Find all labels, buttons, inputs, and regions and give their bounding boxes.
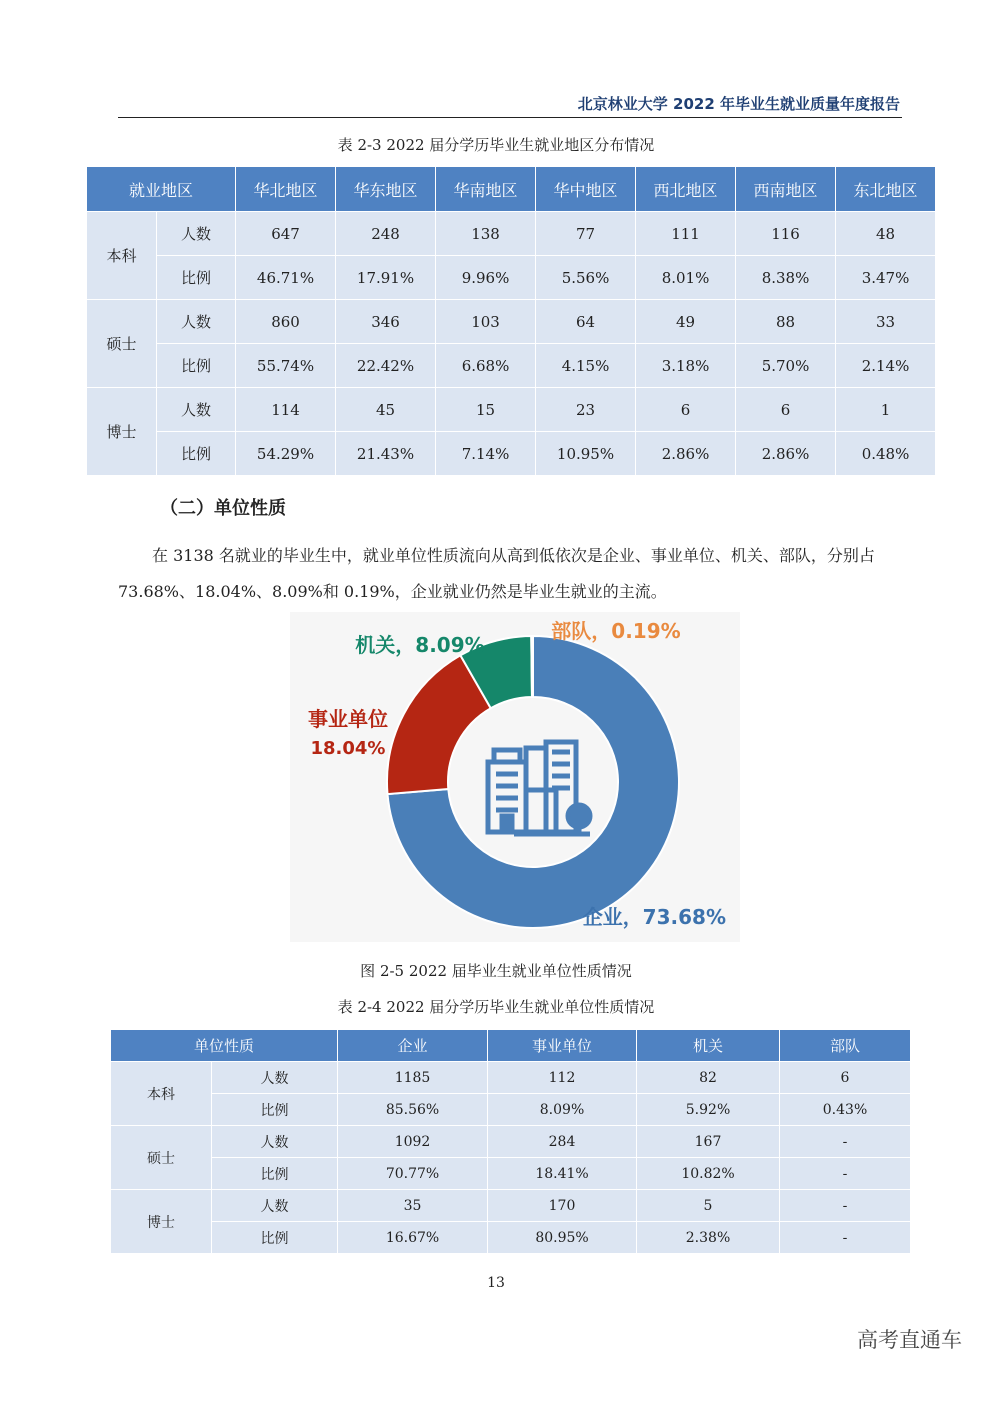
table-row [87, 432, 936, 476]
table-cell: 45 [336, 388, 436, 432]
table-cell: - [780, 1190, 911, 1222]
table-cell: 9.96% [436, 256, 536, 300]
table-cell: 8.01% [636, 256, 736, 300]
table-cell: 6 [736, 388, 836, 432]
table2-col-header: 机关 [637, 1030, 780, 1062]
row-label-cell: 比例 [157, 256, 236, 300]
label-enterprise: 企业，73.68% [582, 905, 726, 929]
table-cell: 88 [736, 300, 836, 344]
table-cell: 48 [836, 212, 936, 256]
row-label-cell: 人数 [212, 1062, 338, 1094]
table-row [87, 212, 936, 256]
city-buildings-icon [488, 742, 590, 834]
table-cell: 80.95% [488, 1222, 637, 1254]
table-cell: 860 [236, 300, 336, 344]
table-cell: 4.15% [536, 344, 636, 388]
table2-col-header: 事业单位 [488, 1030, 637, 1062]
table-cell: 112 [488, 1062, 637, 1094]
table-cell: 82 [637, 1062, 780, 1094]
table-cell: 2.86% [636, 432, 736, 476]
table-cell: - [780, 1158, 911, 1190]
degree-group-cell: 本科 [111, 1062, 212, 1126]
row-label-cell: 比例 [212, 1222, 338, 1254]
watermark-text: 高考直通车 [857, 1328, 962, 1352]
table-cell: 6 [636, 388, 736, 432]
table-cell: 1185 [338, 1062, 488, 1094]
table-cell: 70.77% [338, 1158, 488, 1190]
body-paragraph: 在 3138 名就业的毕业生中，就业单位性质流向从高到低依次是企业、事业单位、机关、部队，分别占 73.68%、18.04%、8.09%和 0.19%，企业就业仍然是毕业生就业的主流。 [118, 546, 875, 601]
table-cell: 10.82% [637, 1158, 780, 1190]
table-cell: 22.42% [336, 344, 436, 388]
table-cell: 35 [338, 1190, 488, 1222]
table-row [111, 1126, 911, 1158]
row-label-cell: 人数 [157, 300, 236, 344]
label-government: 机关，8.09% [355, 633, 485, 657]
table-cell: 21.43% [336, 432, 436, 476]
table-cell: 647 [236, 212, 336, 256]
table-cell: 346 [336, 300, 436, 344]
table-cell: 0.43% [780, 1094, 911, 1126]
donut-chart-svg [290, 612, 740, 942]
table1-body [87, 212, 936, 476]
table-cell: 23 [536, 388, 636, 432]
table1-col-header: 华南地区 [436, 167, 536, 212]
table-cell: 10.95% [536, 432, 636, 476]
table-cell: 64 [536, 300, 636, 344]
slice-military [531, 636, 533, 697]
table-row [111, 1190, 911, 1222]
table-cell: 17.91% [336, 256, 436, 300]
table1-corner-header: 就业地区 [87, 167, 236, 212]
table-cell: 16.67% [338, 1222, 488, 1254]
table1-col-header: 华北地区 [236, 167, 336, 212]
table-cell: 103 [436, 300, 536, 344]
table1-col-header: 西北地区 [636, 167, 736, 212]
table-cell: 54.29% [236, 432, 336, 476]
table2-col-header: 企业 [338, 1030, 488, 1062]
row-label-cell: 比例 [212, 1158, 338, 1190]
table-cell: 85.56% [338, 1094, 488, 1126]
table-cell: 5 [637, 1190, 780, 1222]
table-cell: 167 [637, 1126, 780, 1158]
table-row [111, 1062, 911, 1094]
row-label-cell: 人数 [157, 388, 236, 432]
table-cell: - [780, 1222, 911, 1254]
table-cell: 5.92% [637, 1094, 780, 1126]
table-cell: 138 [436, 212, 536, 256]
table-cell: 2.86% [736, 432, 836, 476]
table2-caption: 表 2-4 2022 届分学历毕业生就业单位性质情况 [337, 998, 655, 1016]
table-cell: 15 [436, 388, 536, 432]
table-cell: 46.71% [236, 256, 336, 300]
page-number: 13 [487, 1275, 505, 1291]
table-unit-type [110, 1029, 911, 1254]
table2-header-row [111, 1030, 911, 1062]
degree-group-cell: 本科 [87, 212, 157, 300]
table1-col-header: 东北地区 [836, 167, 936, 212]
table-cell: 5.70% [736, 344, 836, 388]
table-cell: 49 [636, 300, 736, 344]
table-cell: 6 [780, 1062, 911, 1094]
degree-group-cell: 博士 [87, 388, 157, 476]
table-cell: 1 [836, 388, 936, 432]
table2-col-header: 部队 [780, 1030, 911, 1062]
degree-group-cell: 硕士 [87, 300, 157, 388]
table-cell: 248 [336, 212, 436, 256]
table-cell: 1092 [338, 1126, 488, 1158]
table-cell: 6.68% [436, 344, 536, 388]
table-cell: 3.18% [636, 344, 736, 388]
table-cell: 116 [736, 212, 836, 256]
row-label-cell: 人数 [212, 1126, 338, 1158]
table-cell: 0.48% [836, 432, 936, 476]
row-label-cell: 比例 [157, 344, 236, 388]
table-row [111, 1222, 911, 1254]
table-cell: 5.56% [536, 256, 636, 300]
table-cell: 111 [636, 212, 736, 256]
degree-group-cell: 硕士 [111, 1126, 212, 1190]
table-row [87, 300, 936, 344]
report-header-title: 北京林业大学 2022 年毕业生就业质量年度报告 [577, 95, 900, 113]
table1-header-row [87, 167, 936, 212]
figure-caption: 图 2-5 2022 届毕业生就业单位性质情况 [360, 962, 632, 980]
degree-group-cell: 博士 [111, 1190, 212, 1254]
table-cell: 8.09% [488, 1094, 637, 1126]
label-public-institution: 18.04% [310, 738, 386, 759]
table-cell: 2.38% [637, 1222, 780, 1254]
table-row [111, 1158, 911, 1190]
table-row [87, 344, 936, 388]
table-cell: 2.14% [836, 344, 936, 388]
table-cell: 18.41% [488, 1158, 637, 1190]
table-row [87, 388, 936, 432]
table1-col-header: 华东地区 [336, 167, 436, 212]
table-cell: - [780, 1126, 911, 1158]
table-row [87, 256, 936, 300]
table-cell: 7.14% [436, 432, 536, 476]
table-cell: 114 [236, 388, 336, 432]
row-label-cell: 比例 [212, 1094, 338, 1126]
table2-corner-header: 单位性质 [111, 1030, 338, 1062]
label-military: 部队，0.19% [551, 619, 681, 643]
unit-type-donut-chart [290, 612, 740, 942]
table-cell: 170 [488, 1190, 637, 1222]
table1-col-header: 华中地区 [536, 167, 636, 212]
table2-body [111, 1062, 911, 1254]
table-row [111, 1094, 911, 1126]
section-heading: （二）单位性质 [160, 498, 286, 519]
table-cell: 33 [836, 300, 936, 344]
table-cell: 55.74% [236, 344, 336, 388]
table-region-distribution [86, 166, 936, 476]
header-rule [118, 117, 902, 118]
row-label-cell: 比例 [157, 432, 236, 476]
table-cell: 284 [488, 1126, 637, 1158]
table1-caption: 表 2-3 2022 届分学历毕业生就业地区分布情况 [337, 136, 655, 154]
row-label-cell: 人数 [157, 212, 236, 256]
table-cell: 77 [536, 212, 636, 256]
table-cell: 8.38% [736, 256, 836, 300]
label-public-institution: 事业单位 [308, 707, 388, 731]
table-cell: 3.47% [836, 256, 936, 300]
row-label-cell: 人数 [212, 1190, 338, 1222]
table1-col-header: 西南地区 [736, 167, 836, 212]
